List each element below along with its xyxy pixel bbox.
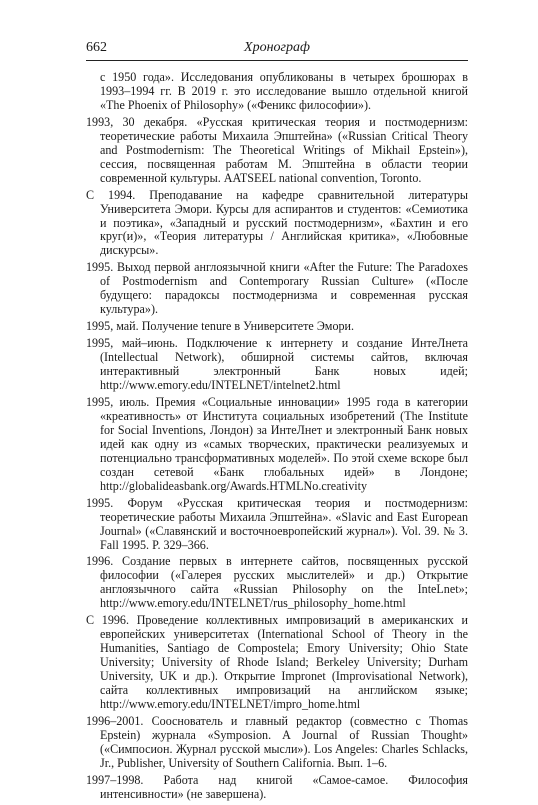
chronology-entry: 1996–2001. Сооснователь и главный редактор (совместно с Thomas Epstein) журнала «Symposion. A Journal of Russian Thought» («Симпосион. Журнал русской мысли»). Los Angeles: Charles Schlacks, Jr., Publisher, University of Southern California. Вып. 1–6. xyxy=(86,713,468,770)
chronology-entry: 1995, май–июнь. Подключение к интернету и создание ИнтеЛнета (Intellectual Network), обширной системы сайтов, включая интерактивный электронный Банк новых идей; http://www.emory.edu/INTELNET/intelnet2.html xyxy=(86,336,468,393)
chronology-entry: 1995, июль. Премия «Социальные инновации» 1995 года в категории «креативность» от Института социальных изобретений (The Institute for Social Inventions, Лондон) за ИнтеЛнет и электронный Банк новых идей как одну из «самых творческих, практически реализуемых и потенциально трансформативных моделей». По этой схеме вскоре был создан сетевой «Банк глобальных идей» в Лондоне; http://globalideasbank.org/Awards.HTMLNo.creativity xyxy=(86,394,468,493)
chronology-entry: 1997–1998. Работа над книгой «Самое-самое. Философия интенсивности» (не завершена). xyxy=(86,772,468,801)
chronology-entry-continued: с 1950 года». Исследования опубликованы в четырех брошюрах в 1993–1994 гг. В 2019 г. это исследование вышло отдельной книгой «The Phoenix of Philosophy» («Феникс философии»). xyxy=(100,70,468,112)
chronology-entry: 1995. Форум «Русская критическая теория и постмодернизм: теоретические работы Михаила Эпштейна». «Slavic and East European Journal» («Славянский и восточноевропейский журнал»). Vol. 39. № 3. Fall 1995. P. 329–366. xyxy=(86,495,468,552)
chronology-list xyxy=(86,71,468,805)
chronology-entry: 1995. Выход первой англоязычной книги «After the Future: The Paradoxes of Postmodernism and Contemporary Russian Culture» («После будущего: парадоксы постмодернизма и современная русская культура»). xyxy=(86,260,468,317)
running-header xyxy=(86,38,468,61)
page-number: 662 xyxy=(86,40,107,55)
chronology-entry: 1995, май. Получение tenure в Университете Эмори. xyxy=(86,319,355,334)
chronology-entry: С 1996. Проведение коллективных импровизаций в американских и европейских университетах (International School of Theory in the Humanities, Santiago de Compostela; Emory University; Ohio State University; University of Rhode Island; Berkeley University; Durham University, UK и др.). Открытие Impronet (Improvisational Network), сайта коллективных импровизаций на английском языке; http://www.emory.edu/INTELNET/impro_home.html xyxy=(86,613,468,711)
chronology-entry: С 1994. Преподавание на кафедре сравнительной литературы Университета Эмори. Курсы для аспирантов и студентов: «Семиотика и поэтика», «Западный и русский постмодернизм», «Бахтин и его круг(и)», «Теория литературы / Английская критика», «Любовные дискурсы». xyxy=(86,187,468,258)
running-title: Хронограф xyxy=(244,40,310,55)
chronology-entry: 1996. Создание первых в интернете сайтов, посвященных русской философии («Галерея русских мыслителей» и др.) Открытие англоязычного сайта «Russian Philosophy on the InteLnet»; http://www.emory.edu/INTELNET/rus_philosophy_home.html xyxy=(86,554,468,611)
chronology-entry: 1993, 30 декабря. «Русская критическая теория и постмодернизм: теоретические работы Михаила Эпштейна» («Russian Critical Theory and Postmodernism: The Theoretical Writings of Mikhail Epstein»), сессия, посвященная работам М. Эпштейна в области теории современной культуры. AATSEEL national convention, Toronto. xyxy=(86,114,468,185)
